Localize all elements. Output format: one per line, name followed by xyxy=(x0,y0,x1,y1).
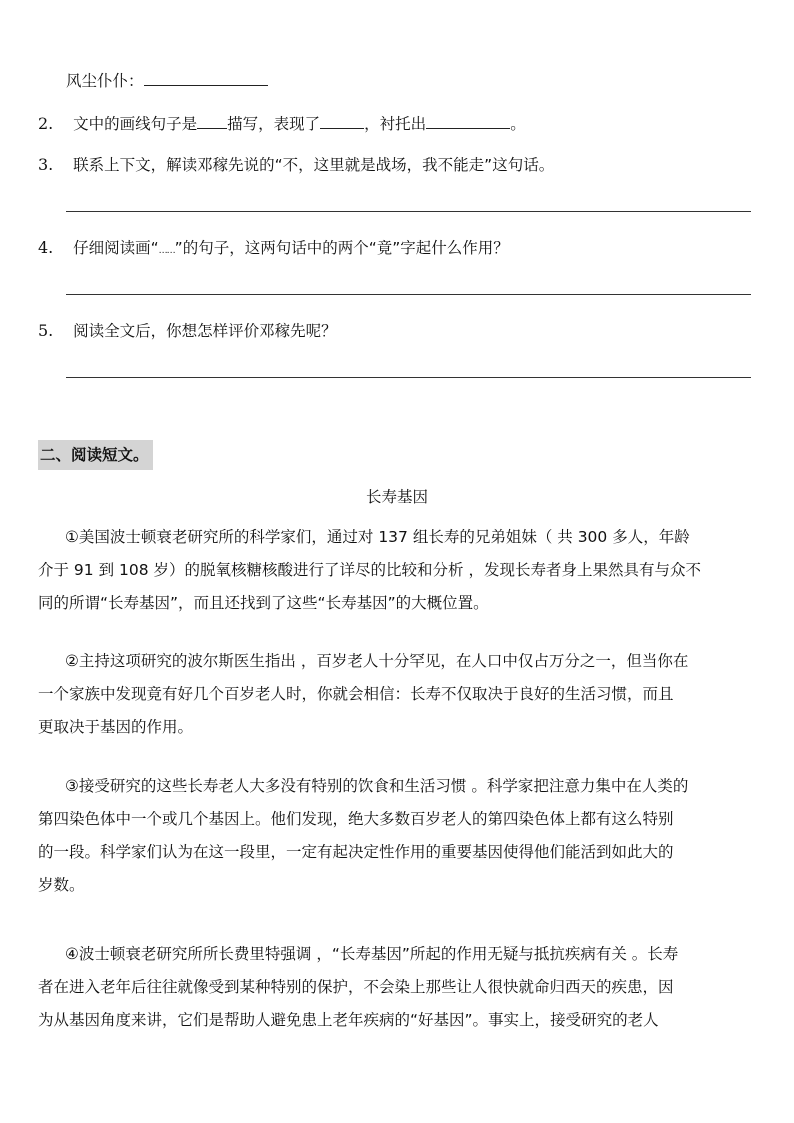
question-number: 2. xyxy=(38,114,54,133)
question-number: 5. xyxy=(38,321,54,340)
answer-line-5[interactable] xyxy=(66,377,751,378)
question-number: 4. xyxy=(38,238,54,257)
paragraph-line: 同的所谓“长寿基因”，而且还找到了这些“长寿基因”的大概位置。 xyxy=(38,594,489,612)
section-heading: 二、阅读短文。 xyxy=(38,440,153,470)
paragraph-line: 为从基因角度来讲，它们是帮助人避免患上老年疾病的“好基因”。事实上，接受研究的老人 xyxy=(38,1011,659,1029)
paragraph-line: 者在进入老年后往往就像受到某种特别的保护，不会染上那些让人很快就命归西天的疾患，因 xyxy=(38,978,674,996)
question-text: 仔细阅读画“ xyxy=(73,239,159,257)
question-4 xyxy=(38,236,509,258)
paragraph-2 xyxy=(38,645,752,744)
article-title: 长寿基因 xyxy=(365,488,428,506)
question-text: ”的句子，这两句话中的两个“竟”字起什么作用？ xyxy=(174,239,509,257)
paragraph-line: 更取决于基因的作用。 xyxy=(38,718,194,736)
dotted-mark: …… xyxy=(158,246,175,256)
paragraph-3 xyxy=(38,770,752,902)
paragraph-line: 的一段。科学家们认为在这一段里，一定有起决定性作用的重要基因使得他们能活到如此大的 xyxy=(38,843,674,861)
answer-blank[interactable] xyxy=(197,114,227,129)
answer-line-4[interactable] xyxy=(66,294,751,295)
question-text: 阅读全文后，你想怎样评价邓稼先呢？ xyxy=(73,322,337,340)
paragraph-line: ①美国波士顿衰老研究所的科学家们，通过对 137 组长寿的兄弟姐妹（ 共 300 多人，年龄 xyxy=(65,528,690,546)
question-text: 文中的画线句子是 xyxy=(73,115,198,133)
q1-item xyxy=(66,69,268,91)
paragraph-line: ③接受研究的这些长寿老人大多没有特别的饮食和生活习惯 。科学家把注意力集中在人类的 xyxy=(65,777,689,795)
paragraph-line: 岁数。 xyxy=(38,876,85,894)
answer-blank[interactable] xyxy=(320,114,364,129)
question-3 xyxy=(38,153,554,175)
question-2 xyxy=(38,112,526,134)
paragraph-4 xyxy=(38,938,752,1037)
question-text: ，衬托出 xyxy=(364,115,427,133)
question-text: 联系上下文，解读邓稼先说的“不，这里就是战场，我不能走”这句话。 xyxy=(73,156,555,174)
paragraph-line: ④波士顿衰老研究所所长费里特强调 ，“长寿基因”所起的作用无疑与抵抗疾病有关 。长寿 xyxy=(65,945,679,963)
answer-line-3[interactable] xyxy=(66,211,751,212)
question-5 xyxy=(38,319,337,341)
paragraph-line: 一个家族中发现竟有好几个百岁老人时，你就会相信：长寿不仅取决于良好的生活习惯，而且 xyxy=(38,685,674,703)
q1-blank[interactable] xyxy=(144,71,268,86)
paragraph-line: 介于 91 到 108 岁）的脱氧核糖核酸进行了详尽的比较和分析 ，发现长寿者身上果然具有与众不 xyxy=(38,561,701,579)
q1-label: 风尘仆仆： xyxy=(66,72,144,90)
answer-blank[interactable] xyxy=(426,114,510,129)
question-text: 描写，表现了 xyxy=(227,115,321,133)
paragraph-1 xyxy=(38,521,752,620)
paragraph-line: ②主持这项研究的波尔斯医生指出 ，百岁老人十分罕见，在人口中仅占万分之一，但当你在 xyxy=(65,652,689,670)
paragraph-line: 第四染色体中一个或几个基因上。他们发现，绝大多数百岁老人的第四染色体上都有这么特别 xyxy=(38,810,674,828)
question-number: 3. xyxy=(38,155,54,174)
question-text: 。 xyxy=(510,115,526,133)
